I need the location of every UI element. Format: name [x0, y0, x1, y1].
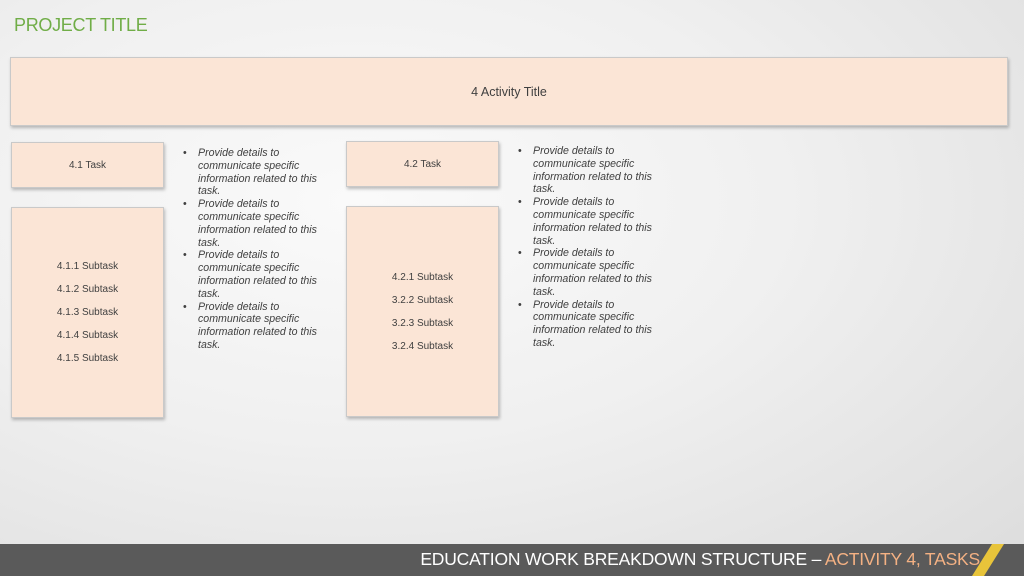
subtask-box-4-1	[11, 207, 164, 418]
task-details-list-4-1	[183, 147, 318, 352]
subtask-item: 4.1.4 Subtask	[56, 330, 119, 341]
task-detail-item: • Provide details to communicate specific information related to this task.	[183, 198, 318, 249]
activity-title: 4 Activity Title	[471, 84, 547, 99]
subtask-item: 3.2.2 Subtask	[391, 294, 454, 306]
task-details-list-4-2	[518, 145, 653, 350]
subtask-item: 4.1.1 Subtask	[56, 261, 119, 272]
subtask-item: 4.1.3 Subtask	[56, 307, 119, 318]
subtask-item: 3.2.3 Subtask	[391, 317, 454, 329]
task-box-4-1	[11, 142, 164, 188]
task-detail-item: • Provide details to communicate specific information related to this task.	[518, 145, 653, 196]
subtask-item: 4.1.5 Subtask	[56, 353, 119, 364]
task-detail-item: • Provide details to communicate specific information related to this task.	[518, 247, 653, 298]
task-label: 4.2 Task	[403, 158, 442, 170]
subtask-box-4-2	[346, 206, 499, 417]
footer-title	[420, 549, 980, 570]
task-detail-item: • Provide details to communicate specific information related to this task.	[183, 301, 318, 352]
footer-title-text: EDUCATION WORK BREAKDOWN STRUCTURE –	[420, 549, 825, 569]
task-detail-item: • Provide details to communicate specific information related to this task.	[183, 249, 318, 300]
task-detail-item: • Provide details to communicate specific information related to this task.	[518, 299, 653, 350]
task-box-4-2	[346, 141, 499, 187]
project-title: PROJECT TITLE	[14, 15, 148, 35]
footer-title-highlight: ACTIVITY 4, TASKS	[824, 549, 980, 569]
task-detail-item: • Provide details to communicate specific information related to this task.	[183, 147, 318, 198]
task-label: 4.1 Task	[68, 159, 107, 171]
subtask-item: 4.2.1 Subtask	[391, 271, 454, 283]
activity-title-box	[10, 57, 1008, 126]
task-detail-item: • Provide details to communicate specific information related to this task.	[518, 196, 653, 247]
subtask-item: 4.1.2 Subtask	[56, 284, 119, 295]
subtask-item: 3.2.4 Subtask	[391, 340, 454, 352]
